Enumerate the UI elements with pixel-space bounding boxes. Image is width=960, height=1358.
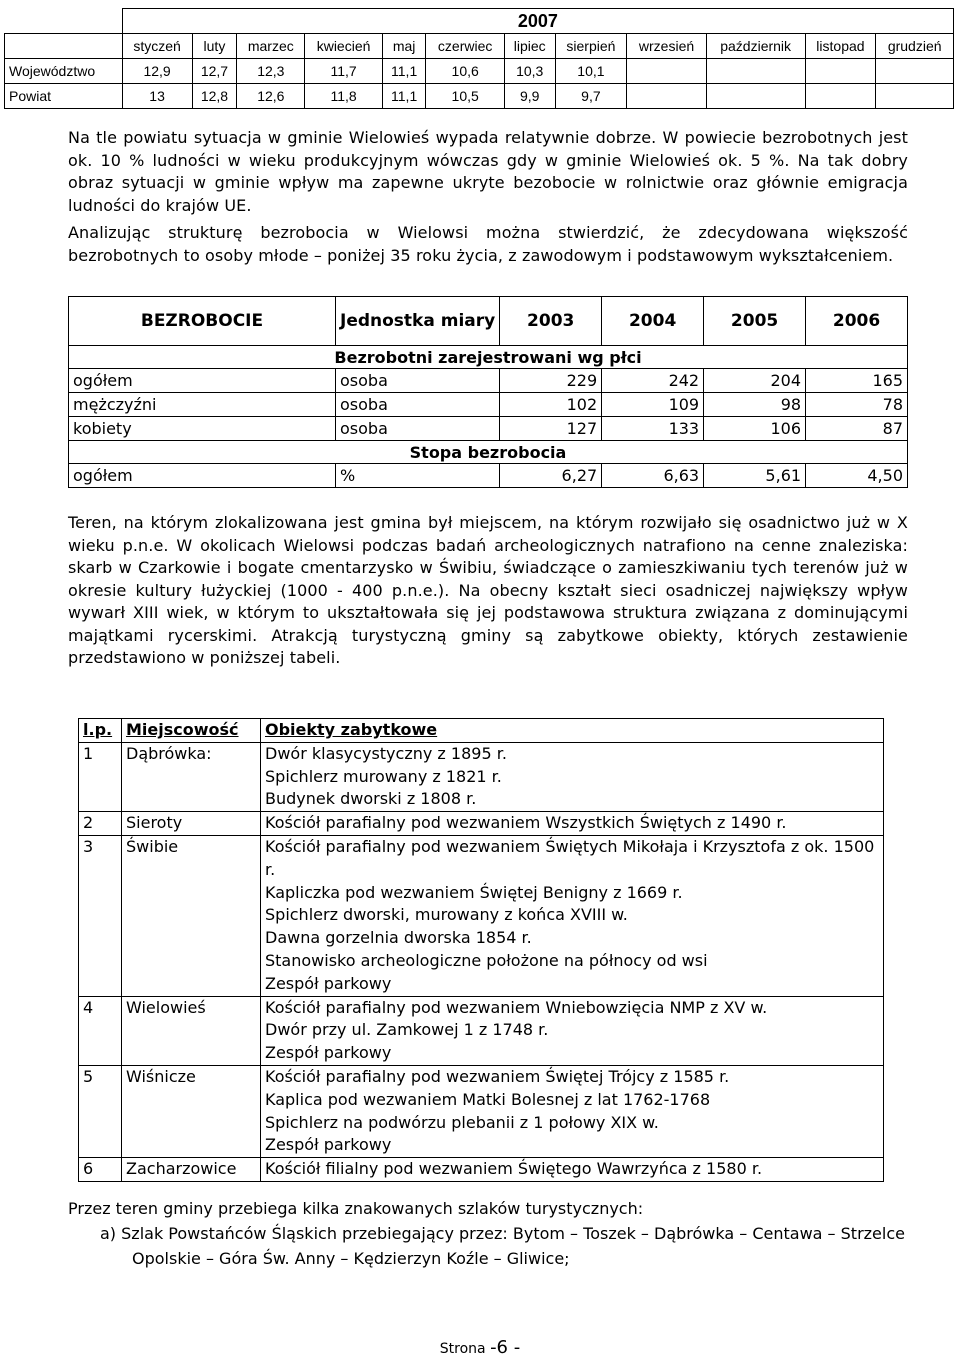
row-label: Powiat (5, 84, 123, 109)
table-cell (627, 84, 706, 109)
object-item: Budynek dworski z 1808 r. (265, 789, 477, 809)
monuments-header-row (79, 719, 884, 743)
object-item: Kościół filialny pod wezwaniem Świętego Wawrzyńca z 1580 r. (265, 1159, 763, 1179)
row-label: ogółem (69, 464, 336, 488)
table-cell: 98 (704, 393, 806, 417)
row-objects (261, 742, 884, 811)
table-cell: 11,1 (382, 84, 426, 109)
object-item: Stanowisko archeologiczne położone na północy od wsi (265, 950, 708, 970)
months-header-row (5, 34, 954, 59)
row-lp: 2 (79, 812, 122, 836)
table-cell: 106 (704, 417, 806, 441)
table-cell: 11,7 (305, 59, 383, 84)
month-header: listopad (805, 34, 876, 59)
table-cell: 12,3 (237, 59, 305, 84)
row-objects (261, 812, 884, 836)
table-cell: 12,9 (122, 59, 192, 84)
table-cell: 9,7 (555, 84, 627, 109)
table-cell: 5,61 (704, 464, 806, 488)
col-header-title: BEZROBOCIE (69, 297, 336, 346)
table-cell: 13 (122, 84, 192, 109)
table-cell: 102 (500, 393, 602, 417)
footer-label: Strona (439, 1341, 491, 1357)
table-cell (876, 59, 954, 84)
table-row (79, 812, 884, 836)
table-row (69, 369, 908, 393)
object-item: Dwór klasycystyczny z 1895 r. (265, 743, 507, 763)
trails-intro: Przez teren gminy przebiega kilka znakowanych szlaków turystycznych: (68, 1199, 644, 1218)
row-lp: 6 (79, 1158, 122, 1182)
year-header: 2007 (122, 9, 953, 34)
object-item: Kaplica pod wezwaniem Matki Bolesnej z lat 1762-1768 (265, 1089, 711, 1109)
month-header: wrzesień (627, 34, 706, 59)
col-header-lp: l.p. (79, 719, 122, 743)
table-cell (706, 59, 805, 84)
table-cell: 10,5 (426, 84, 505, 109)
table-cell: 11,1 (382, 59, 426, 84)
trail-item (68, 1221, 928, 1271)
row-lp: 5 (79, 1065, 122, 1157)
unemployment-table (68, 296, 908, 488)
month-header: styczeń (122, 34, 192, 59)
object-item: Kościół parafialny pod wezwaniem Wszystkich Świętych z 1490 r. (265, 813, 787, 833)
row-lp: 3 (79, 835, 122, 996)
table-cell: 11,8 (305, 84, 383, 109)
col-header-year: 2005 (704, 297, 806, 346)
table-cell: 87 (806, 417, 908, 441)
object-item: Zespół parkowy (265, 1043, 392, 1063)
object-item: Zespół parkowy (265, 1135, 392, 1155)
month-header: sierpień (555, 34, 627, 59)
row-label: Województwo (5, 59, 123, 84)
object-item: Kościół parafialny pod wezwaniem Świętej Trójcy z 1585 r. (265, 1066, 730, 1086)
table-cell (805, 59, 876, 84)
object-item: Dwór przy ul. Zamkowej 1 z 1748 r. (265, 1020, 549, 1040)
row-objects (261, 996, 884, 1065)
table-cell: 12,8 (192, 84, 237, 109)
row-objects (261, 1065, 884, 1157)
table-cell: 12,6 (237, 84, 305, 109)
month-header: czerwiec (426, 34, 505, 59)
object-item: Kościół parafialny pod wezwaniem Świętych Mikołaja i Krzysztofa z ok. 1500 r. (265, 836, 875, 879)
table-cell: 109 (602, 393, 704, 417)
page-number: -6 - (490, 1337, 521, 1358)
table-cell: 6,27 (500, 464, 602, 488)
month-header: marzec (237, 34, 305, 59)
col-header-objects: Obiekty zabytkowe (261, 719, 884, 743)
table-cell: 133 (602, 417, 704, 441)
table-row (69, 464, 908, 488)
col-header-unit: Jednostka miary (336, 297, 500, 346)
table-cell (876, 84, 954, 109)
col-header-year: 2006 (806, 297, 908, 346)
section-row (69, 346, 908, 369)
month-header: lipiec (504, 34, 555, 59)
table-cell: 12,7 (192, 59, 237, 84)
trails-list (68, 1221, 928, 1271)
table-cell: 9,9 (504, 84, 555, 109)
table-cell: 242 (602, 369, 704, 393)
month-header: luty (192, 34, 237, 59)
row-label: ogółem (69, 369, 336, 393)
row-place: Wielowieś (122, 996, 261, 1065)
paragraph-unemployment-structure: Analizując strukturę bezrobocia w Wielowsi można stwierdzić, że zdecydowana większość bezrobotnych to osoby młode – poniżej 35 roku życia, z zawodowym i podstawowym wykształceniem. (68, 223, 908, 265)
table-row (69, 417, 908, 441)
object-item: Kapliczka pod wezwaniem Świętej Benigny z 1669 r. (265, 882, 683, 902)
row-place: Sieroty (122, 812, 261, 836)
row-lp: 1 (79, 742, 122, 811)
trails-section (68, 1196, 928, 1271)
table-cell: 78 (806, 393, 908, 417)
monuments-table (78, 718, 884, 1182)
page-footer (0, 1337, 960, 1358)
row-place: Wiśnicze (122, 1065, 261, 1157)
row-unit: osoba (336, 369, 500, 393)
object-item: Kościół parafialny pod wezwaniem Wniebowzięcia NMP z XV w. (265, 997, 768, 1017)
row-unit: % (336, 464, 500, 488)
trail-text: Szlak Powstańców Śląskich przebiegający przez: Bytom – Toszek – Dąbrówka – Centawa – Strzelce Opolskie – Góra Św. Anny – Kędzierzyn Koźle – Gliwice; (121, 1224, 905, 1268)
object-item: Spichlerz dworski, murowany z końca XVIII w. (265, 905, 628, 925)
trail-marker: a) (100, 1224, 117, 1243)
table-cell: 10,1 (555, 59, 627, 84)
table-row (69, 393, 908, 417)
month-header: maj (382, 34, 426, 59)
object-item: Spichlerz murowany z 1821 r. (265, 766, 502, 786)
row-objects (261, 1158, 884, 1182)
section-row (69, 441, 908, 464)
table-row (79, 742, 884, 811)
table-row (5, 84, 954, 109)
col-header-year: 2003 (500, 297, 602, 346)
table-cell: 165 (806, 369, 908, 393)
row-place: Dąbrówka: (122, 742, 261, 811)
row-unit: osoba (336, 393, 500, 417)
paragraph-unemployment-context: Na tle powiatu sytuacja w gminie Wielowieś wypada relatywnie dobrze. W powiecie bezrobotnych jest ok. 10 % ludności w wieku produkcyjnym wówczas gdy w gminie Wielowieś ok. 5 %. Na tak dobry obraz sytuacji w gminie wpływ ma zapewne ukryte bezobocie w rolnictwie oraz głównie emigracja ludności do krajów UE. (68, 128, 908, 215)
monthly-unemployment-table (4, 8, 954, 109)
table-cell: 10,3 (504, 59, 555, 84)
table-cell: 10,6 (426, 59, 505, 84)
table-cell (805, 84, 876, 109)
row-label: mężczyźni (69, 393, 336, 417)
row-label: kobiety (69, 417, 336, 441)
row-place: Świbie (122, 835, 261, 996)
table-cell: 229 (500, 369, 602, 393)
row-unit: osoba (336, 417, 500, 441)
table-row (5, 59, 954, 84)
col-header-year: 2004 (602, 297, 704, 346)
row-place: Zacharzowice (122, 1158, 261, 1182)
table-cell (706, 84, 805, 109)
table-row (79, 835, 884, 996)
table-row (79, 996, 884, 1065)
object-item: Dawna gorzelnia dworska 1854 r. (265, 928, 532, 948)
table-cell (627, 59, 706, 84)
section-title: Stopa bezrobocia (69, 441, 908, 464)
table-cell: 127 (500, 417, 602, 441)
row-objects (261, 835, 884, 996)
section-title: Bezrobotni zarejestrowani wg płci (69, 346, 908, 369)
table-cell: 6,63 (602, 464, 704, 488)
month-header: październik (706, 34, 805, 59)
object-item: Spichlerz na podwórzu plebanii z 1 połowy XIX w. (265, 1112, 659, 1132)
col-header-place: Miejscowość (122, 719, 261, 743)
month-header: grudzień (876, 34, 954, 59)
table-row (79, 1065, 884, 1157)
month-header: kwiecień (305, 34, 383, 59)
unemployment-header-row (69, 297, 908, 346)
table-row (79, 1158, 884, 1182)
row-lp: 4 (79, 996, 122, 1065)
object-item: Zespół parkowy (265, 973, 392, 993)
paragraph-history: Teren, na którym zlokalizowana jest gmina był miejscem, na którym rozwijało się osadnictwo już w X wieku p.n.e. W okolicach Wielowsi podczas badań archeologicznych natrafiono na cenne znaleziska: skarb w Czarkowie i bogate cmentarzysko w Świbiu, świadczące o zamieszkiwaniu tych terenów już w okresie kultury łużyckiej (1000 - 400 p.n.e.). Na obecny kształt sieci osadniczej największy wpływ wywarł XIII wiek, w którym to ukształtowała się jej podstawowa struktura związana z dominującymi majątkami rycerskimi. Atrakcją turystyczną gminy są zabytkowe obiekty, których zestawienie przedstawiono w poniższej tabeli. (68, 513, 908, 667)
table-cell: 4,50 (806, 464, 908, 488)
table-cell: 204 (704, 369, 806, 393)
